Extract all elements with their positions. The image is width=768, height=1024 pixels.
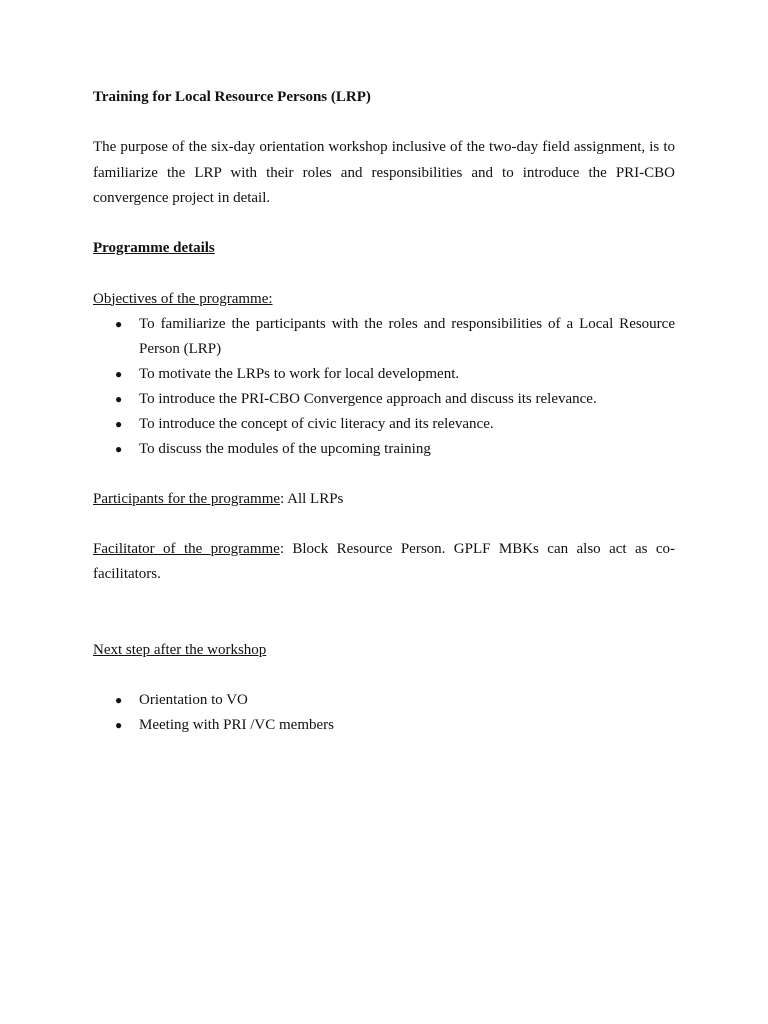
facilitator-value: : Block Resource Person. GPLF MBKs can also act as co-facilitators. — [93, 540, 675, 582]
list-item: ● Orientation to VO — [93, 688, 675, 713]
objectives-label: Objectives of the programme: — [93, 290, 273, 307]
facilitator-line — [93, 537, 675, 588]
bullet-icon: ● — [115, 366, 123, 381]
bullet-icon: ● — [115, 692, 123, 707]
objectives-list — [93, 312, 675, 462]
bullet-icon: ● — [115, 391, 123, 406]
programme-details-heading: Programme details — [93, 239, 215, 256]
document-title: Training for Local Resource Persons (LRP) — [93, 89, 371, 105]
bullet-icon: ● — [115, 416, 123, 431]
bullet-icon: ● — [115, 441, 123, 456]
intro-paragraph: The purpose of the six-day orientation workshop inclusive of the two-day field assignment, is to familiarize the LRP with their roles and responsibilities and to introduce the PRI-CBO convergence project in detail. — [93, 139, 675, 206]
facilitator-label: Facilitator of the programme — [93, 540, 280, 557]
bullet-icon: ● — [115, 717, 123, 732]
list-item: ● To introduce the PRI-CBO Convergence approach and discuss its relevance. — [93, 387, 675, 412]
list-item: ● To familiarize the participants with the roles and responsibilities of a Local Resource Person (LRP) — [93, 312, 675, 362]
list-item: ● To discuss the modules of the upcoming training — [93, 437, 675, 462]
participants-line — [93, 487, 675, 512]
next-steps-list — [93, 688, 675, 738]
list-item: ● Meeting with PRI /VC members — [93, 713, 675, 738]
bullet-icon: ● — [115, 316, 123, 331]
document-page — [93, 86, 675, 738]
next-step-label: Next step after the workshop — [93, 641, 267, 658]
participants-value: : All LRPs — [280, 490, 344, 507]
list-item: ● To motivate the LRPs to work for local development. — [93, 362, 675, 387]
participants-label: Participants for the programme — [93, 490, 281, 507]
list-item: ● To introduce the concept of civic literacy and its relevance. — [93, 412, 675, 437]
